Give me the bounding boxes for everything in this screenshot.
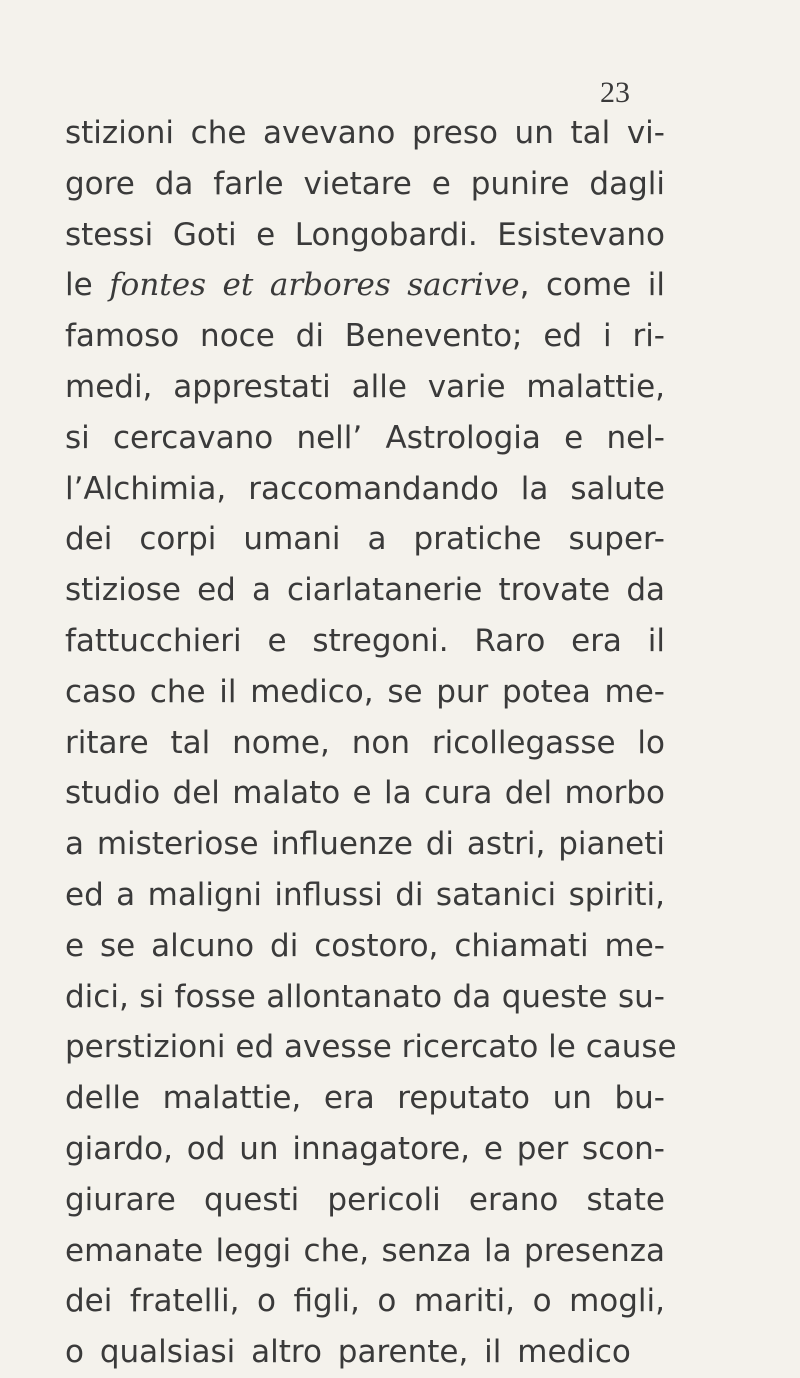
text-line: stizioni che avevano preso un tal vi- bbox=[65, 115, 665, 151]
text-line: medi, apprestati alle varie malattie, bbox=[65, 368, 665, 405]
page-number: 23 bbox=[600, 76, 630, 109]
text-line: dei fratelli, o figli, o mariti, o mogli, bbox=[65, 1283, 665, 1320]
text-line: ritare tal nome, non ricollegasse lo bbox=[65, 724, 665, 761]
text-line-with-italic bbox=[65, 260, 665, 311]
text-line: dici, si fosse allontanato da queste su- bbox=[65, 978, 665, 1015]
text-line: emanate leggi che, senza la presenza bbox=[65, 1232, 665, 1269]
italic-phrase: fontes et arbores sacrive bbox=[109, 267, 520, 304]
text-line: dei corpi umani a pratiche super- bbox=[65, 521, 665, 558]
body-text bbox=[65, 108, 677, 1378]
text-line: giardo, od un innagatore, e per scon- bbox=[65, 1130, 665, 1167]
text-line: famoso noce di Benevento; ed i ri- bbox=[65, 318, 665, 355]
text-line: perstizioni ed avesse ricercato le cause bbox=[65, 1029, 677, 1066]
text-line: a misteriose influenze di astri, pianeti bbox=[65, 826, 665, 863]
text-line: o qualsiasi altro parente, il medico bbox=[65, 1334, 631, 1371]
text-line: stessi Goti e Longobardi. Esistevano bbox=[65, 216, 665, 253]
text-line: studio del malato e la cura del morbo bbox=[65, 775, 665, 812]
text-line: delle malattie, era reputato un bu- bbox=[65, 1080, 665, 1117]
text-segment: , come il bbox=[519, 267, 665, 304]
text-line: gore da farle vietare e punire dagli bbox=[65, 165, 665, 202]
text-line: giurare questi pericoli erano state bbox=[65, 1181, 665, 1218]
text-line: fattucchieri e stregoni. Raro era il bbox=[65, 622, 665, 659]
text-line: e se alcuno di costoro, chiamati me- bbox=[65, 927, 665, 964]
text-segment: le bbox=[65, 267, 110, 304]
text-line: ed a maligni influssi di satanici spiriti, bbox=[65, 876, 665, 913]
text-line: caso che il medico, se pur potea me- bbox=[65, 673, 665, 710]
text-line: stiziose ed a ciarlatanerie trovate da bbox=[65, 572, 665, 609]
text-line: l’Alchimia, raccomandando la salute bbox=[65, 470, 665, 507]
text-line: si cercavano nell’ Astrologia e nel- bbox=[65, 419, 665, 456]
